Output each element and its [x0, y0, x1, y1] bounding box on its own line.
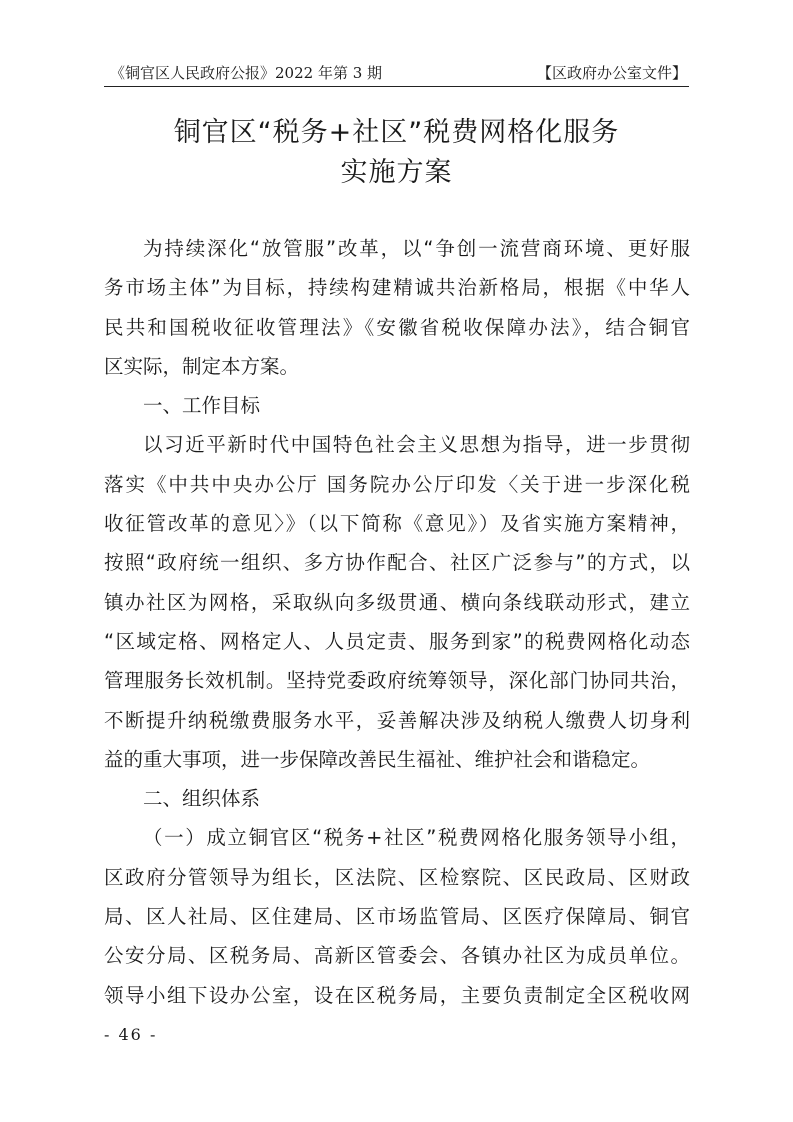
text-line: 公安分局、区税务局、高新区管委会、各镇办社区为成员单位。 [104, 944, 690, 968]
document-body [104, 229, 690, 1015]
goals-paragraph [104, 425, 690, 779]
title-line-2: 实施方案 [340, 157, 453, 188]
text-line: 以习近平新时代中国特色社会主义思想为指导，进一步贯彻 [143, 433, 690, 457]
section-heading-goals: 一、工作目标 [143, 394, 261, 418]
text-line: 管理服务长效机制。坚持党委政府统筹领导，深化部门协同共治， [104, 669, 690, 693]
text-line: 益的重大事项，进一步保障改善民生福祉、维护社会和谐稳定。 [104, 747, 651, 771]
publication-title: 《铜官区人民政府公报》2022 年第 3 期 [110, 64, 383, 82]
page-header [104, 60, 689, 87]
section-label: 【区政府办公室文件】 [536, 64, 687, 82]
text-line: 镇办社区为网格，采取纵向多级贯通、横向条线联动形式，建立 [104, 590, 690, 614]
text-line: 不断提升纳税缴费服务水平，妥善解决涉及纳税人缴费人切身利 [104, 708, 690, 732]
text-line: 区实际，制定本方案。 [104, 354, 300, 378]
text-line: 为持续深化“放管服”改革，以“争创一流营商环境、更好服 [143, 237, 690, 260]
organization-paragraph [104, 818, 690, 1014]
text-line: 民共和国税收征收管理法》《安徽省税收保障办法》，结合铜官 [104, 315, 690, 339]
text-line: 按照“政府统一组织、多方协作配合、社区广泛参与”的方式，以 [104, 551, 690, 575]
section-heading-organization: 二、组织体系 [143, 787, 261, 811]
text-line: 局、区人社局、区住建局、区市场监管局、区医疗保障局、铜官 [104, 905, 690, 929]
intro-paragraph [104, 229, 690, 386]
page-number: - 46 - [104, 1025, 158, 1044]
text-line: 落实《中共中央办公厅 国务院办公厅印发〈关于进一步深化税 [104, 472, 690, 496]
text-line: 领导小组下设办公室，设在区税务局，主要负责制定全区税收网 [104, 983, 690, 1007]
text-line: 收征管改革的意见〉》（以下简称《意见》）及省实施方案精神， [104, 512, 690, 536]
text-line: 区政府分管领导为组长，区法院、区检察院、区民政局、区财政 [104, 865, 690, 889]
title-line-1: 铜官区“税务+社区”税费网格化服务 [173, 117, 620, 148]
text-line: 务市场主体”为目标，持续构建精诚共治新格局，根据《中华人 [104, 276, 690, 300]
text-line: “区域定格、网格定人、人员定责、服务到家”的税费网格化动态 [104, 629, 690, 653]
document-title [60, 113, 733, 193]
text-line: （一）成立铜官区“税务+社区”税费网格化服务领导小组， [143, 826, 690, 850]
